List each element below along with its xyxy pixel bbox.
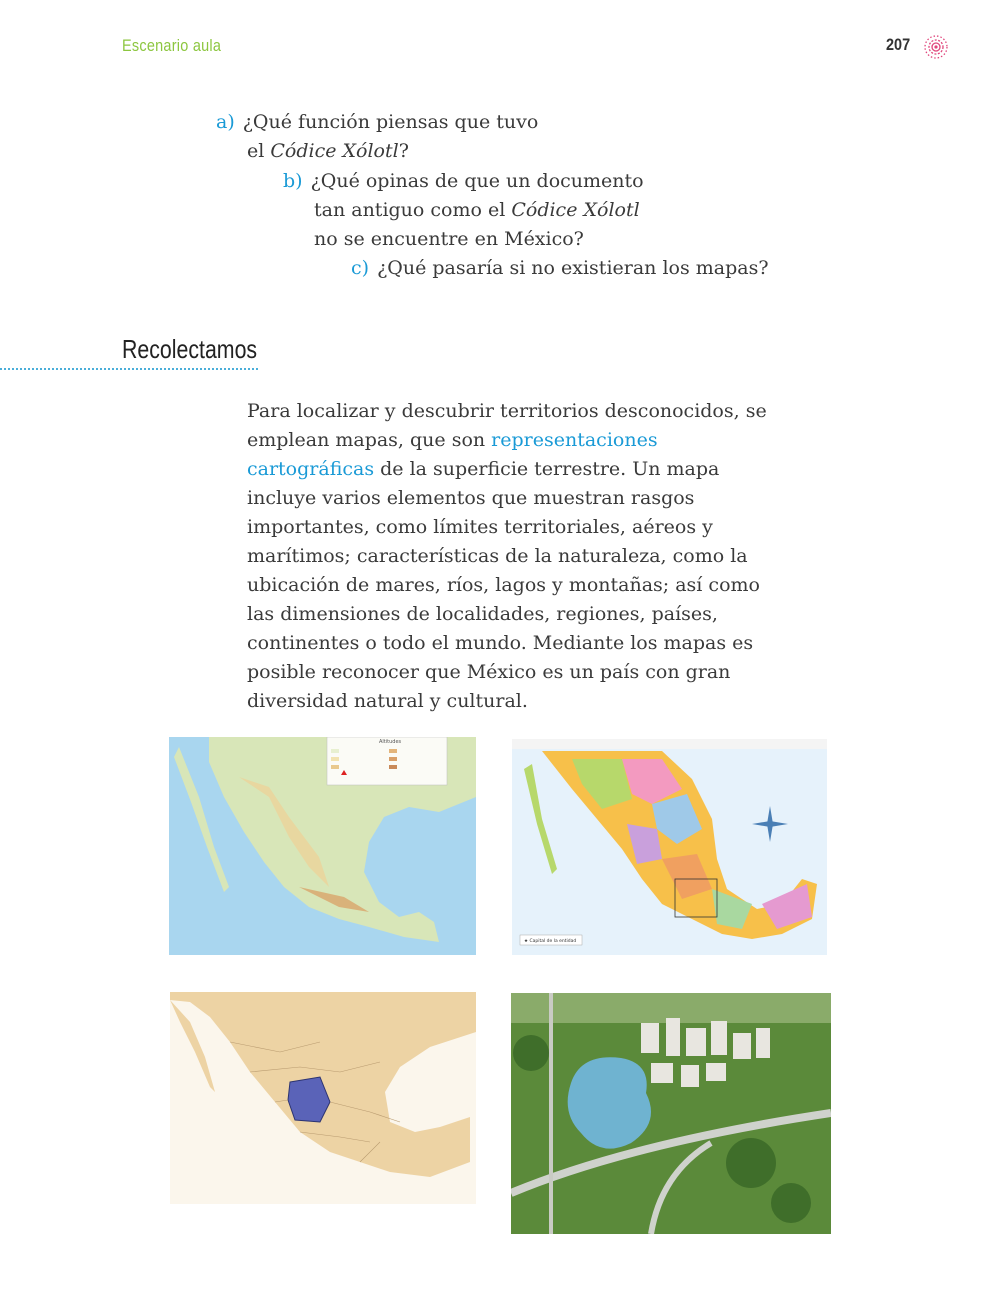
codex-title: Códice Xólotl — [270, 140, 399, 162]
question-c — [351, 254, 769, 283]
physical-map-image — [169, 737, 476, 955]
section-paragraph — [247, 397, 787, 716]
section-title: Recolectamos — [122, 334, 258, 364]
question-c-letter: c) — [351, 257, 370, 279]
question-a — [216, 108, 538, 166]
legend-title: Altitudes — [379, 739, 402, 745]
page-number: 207 — [886, 35, 911, 54]
codex-title: Códice Xólotl — [511, 199, 640, 221]
question-a-mark: ? — [398, 140, 409, 162]
regional-map-image — [170, 992, 476, 1204]
glossary-term[interactable]: representaciones cartográficas — [247, 429, 658, 480]
paragraph-text-2: de la superficie terrestre. Un mapa incluye varios elementos que muestran rasgos importantes, como límites territoriales, aéreos y marítimos; características de la naturaleza, como la ubicación de mares, ríos, lagos y montañas; así como las dimensiones de localidades, regiones, países, continentes o todo el mundo. Mediante los mapas es posible reconocer que México es un país con gran diversidad natural y cultural. — [247, 458, 760, 712]
sun-decoration-icon — [922, 33, 950, 61]
legend-capital: ★ Capital de la entidad — [524, 939, 577, 944]
section-divider — [0, 368, 258, 370]
question-c-line1: ¿Qué pasaría si no existieran los mapas? — [377, 257, 769, 279]
question-b-line2: tan antiguo como el — [314, 199, 512, 221]
question-a-letter: a) — [216, 111, 235, 133]
paragraph-text-1: Para localizar y descubrir territorios desconocidos, se emplean mapas, que son — [247, 400, 767, 451]
question-a-line2: el — [247, 140, 271, 162]
aerial-city-image — [511, 993, 831, 1234]
question-b-line3: no se encuentre en México? — [314, 228, 584, 250]
question-b-letter: b) — [283, 170, 303, 192]
question-b — [283, 167, 644, 254]
question-a-line1: ¿Qué función piensas que tuvo — [242, 111, 539, 133]
question-b-line1: ¿Qué opinas de que un documento — [310, 170, 644, 192]
political-map-image — [512, 739, 827, 955]
header-section-name: Escenario aula — [122, 36, 222, 55]
